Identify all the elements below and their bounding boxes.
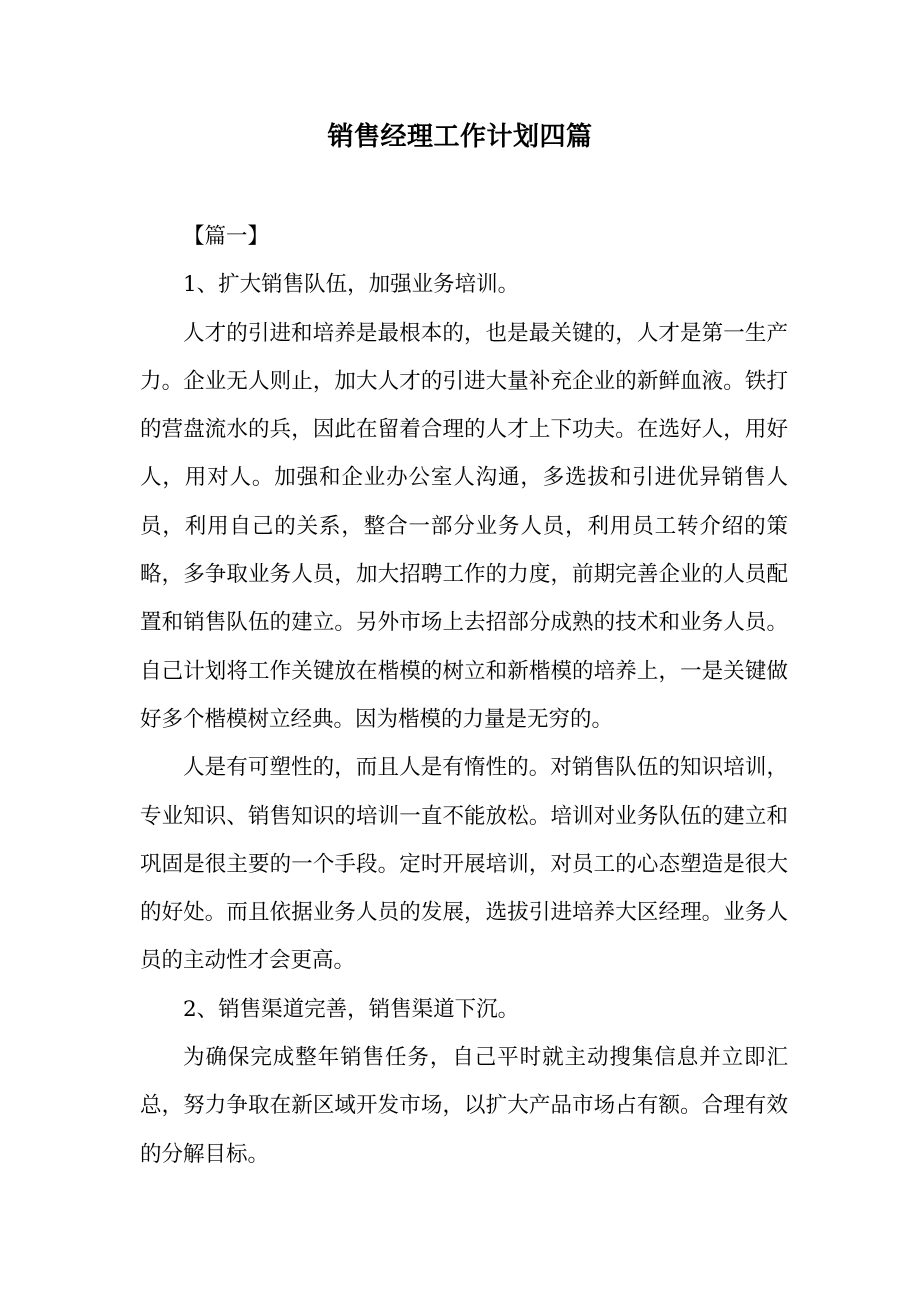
paragraph: 人是有可塑性的，而且人是有惰性的。对销售队伍的知识培训，专业知识、销售知识的培训一直不能放松。培训对业务队伍的建立和巩固是很主要的一个手段。定时开展培训，对员工的心态塑造是很大的好处。而且依据业务人员的发展，选拔引进培养大区经理。业务人员的主动性才会更高。 (140, 755, 788, 974)
paragraph-heading-1: 1、扩大销售队伍，加强业务培训。 (183, 272, 520, 298)
document-title: 销售经理工作计划四篇 (327, 122, 593, 152)
paragraph-heading-2: 2、销售渠道完善，销售渠道下沉。 (183, 996, 520, 1022)
paragraph: 人才的引进和培养是最根本的，也是最关键的，人才是第一生产力。企业无人则止，加大人才的引进大量补充企业的新鲜血液。铁打的营盘流水的兵，因此在留着合理的人才上下功夫。在选好人，用好人，用对人。加强和企业办公室人沟通，多选拔和引进优异销售人员，利用自己的关系，整合一部分业务人员，利用员工转介绍的策略，多争取业务人员，加大招聘工作的力度，前期完善企业的人员配置和销售队伍的建立。另外市场上去招部分成熟的技术和业务人员。自己计划将工作关键放在楷模的树立和新楷模的培养上，一是关键做好多个楷模树立经典。因为楷模的力量是无穷的。 (140, 320, 788, 732)
document-body (140, 213, 788, 1179)
paragraph: 为确保完成整年销售任务，自己平时就主动搜集信息并立即汇总，努力争取在新区域开发市场，以扩大产品市场占有额。合理有效的分解目标。 (140, 1045, 788, 1167)
section-label: 【篇一】 (183, 224, 270, 249)
